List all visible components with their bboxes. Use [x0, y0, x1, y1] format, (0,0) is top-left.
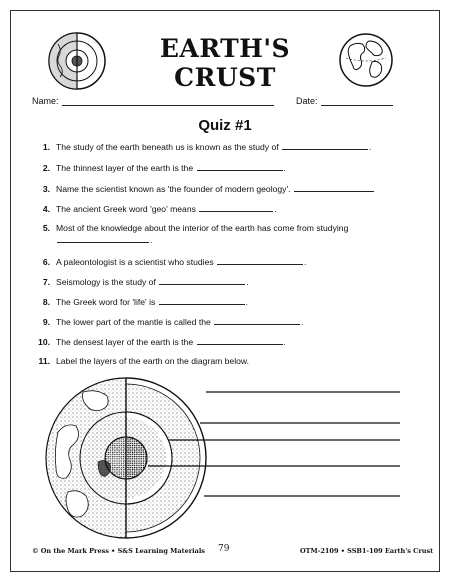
footer-code: OTM-2109 • SSB1-109 Earth's Crust: [300, 547, 434, 555]
page-title: EARTH'S CRUST: [159, 34, 291, 92]
answer-blank-7[interactable]: [159, 276, 245, 285]
question-10: 10. The densest layer of the earth is the .: [38, 337, 286, 347]
answer-blank-8[interactable]: [159, 296, 245, 305]
date-field-row: [296, 96, 393, 106]
question-1: 1. The study of the earth beneath us is known as the study of .: [42, 142, 372, 152]
earth-cross-section-icon: [46, 30, 108, 92]
question-3: 3. Name the scientist known as 'the founder of modern geology'.: [30, 183, 420, 195]
question-9: 9. The lower part of the mantle is called the .: [42, 317, 304, 327]
question-8: 8. The Greek word for 'life' is .: [42, 297, 249, 307]
name-label: Name:: [32, 96, 59, 106]
globe-icon: [336, 30, 396, 90]
question-5: 5. Most of the knowledge about the interior of the earth has come from studying .: [42, 223, 349, 245]
answer-blank-6[interactable]: [217, 256, 303, 265]
date-field[interactable]: [321, 96, 393, 106]
question-4: 4. The ancient Greek word 'geo' means .: [42, 204, 277, 214]
answer-blank-1[interactable]: [282, 141, 368, 150]
question-7: 7. Seismology is the study of .: [42, 277, 249, 287]
page-number: 79: [218, 544, 230, 554]
footer-publisher: © On the Mark Press • S&S Learning Materials: [32, 547, 205, 555]
name-field-row: [32, 96, 274, 106]
answer-blank-5[interactable]: [57, 234, 149, 243]
answer-blank-9[interactable]: [214, 316, 300, 325]
earth-layers-diagram: [28, 372, 418, 542]
answer-blank-10[interactable]: [197, 336, 283, 345]
question-6: 6. A paleontologist is a scientist who studies .: [42, 257, 307, 267]
name-field[interactable]: [62, 96, 274, 106]
question-11: 11. Label the layers of the earth on the diagram below.: [38, 356, 250, 366]
quiz-title: Quiz #1: [198, 117, 252, 134]
answer-blank-2[interactable]: [197, 162, 283, 171]
date-label: Date:: [296, 96, 318, 106]
answer-blank-3[interactable]: [294, 183, 374, 192]
answer-blank-4[interactable]: [199, 203, 273, 212]
question-2: 2. The thinnest layer of the earth is the .: [42, 163, 286, 173]
